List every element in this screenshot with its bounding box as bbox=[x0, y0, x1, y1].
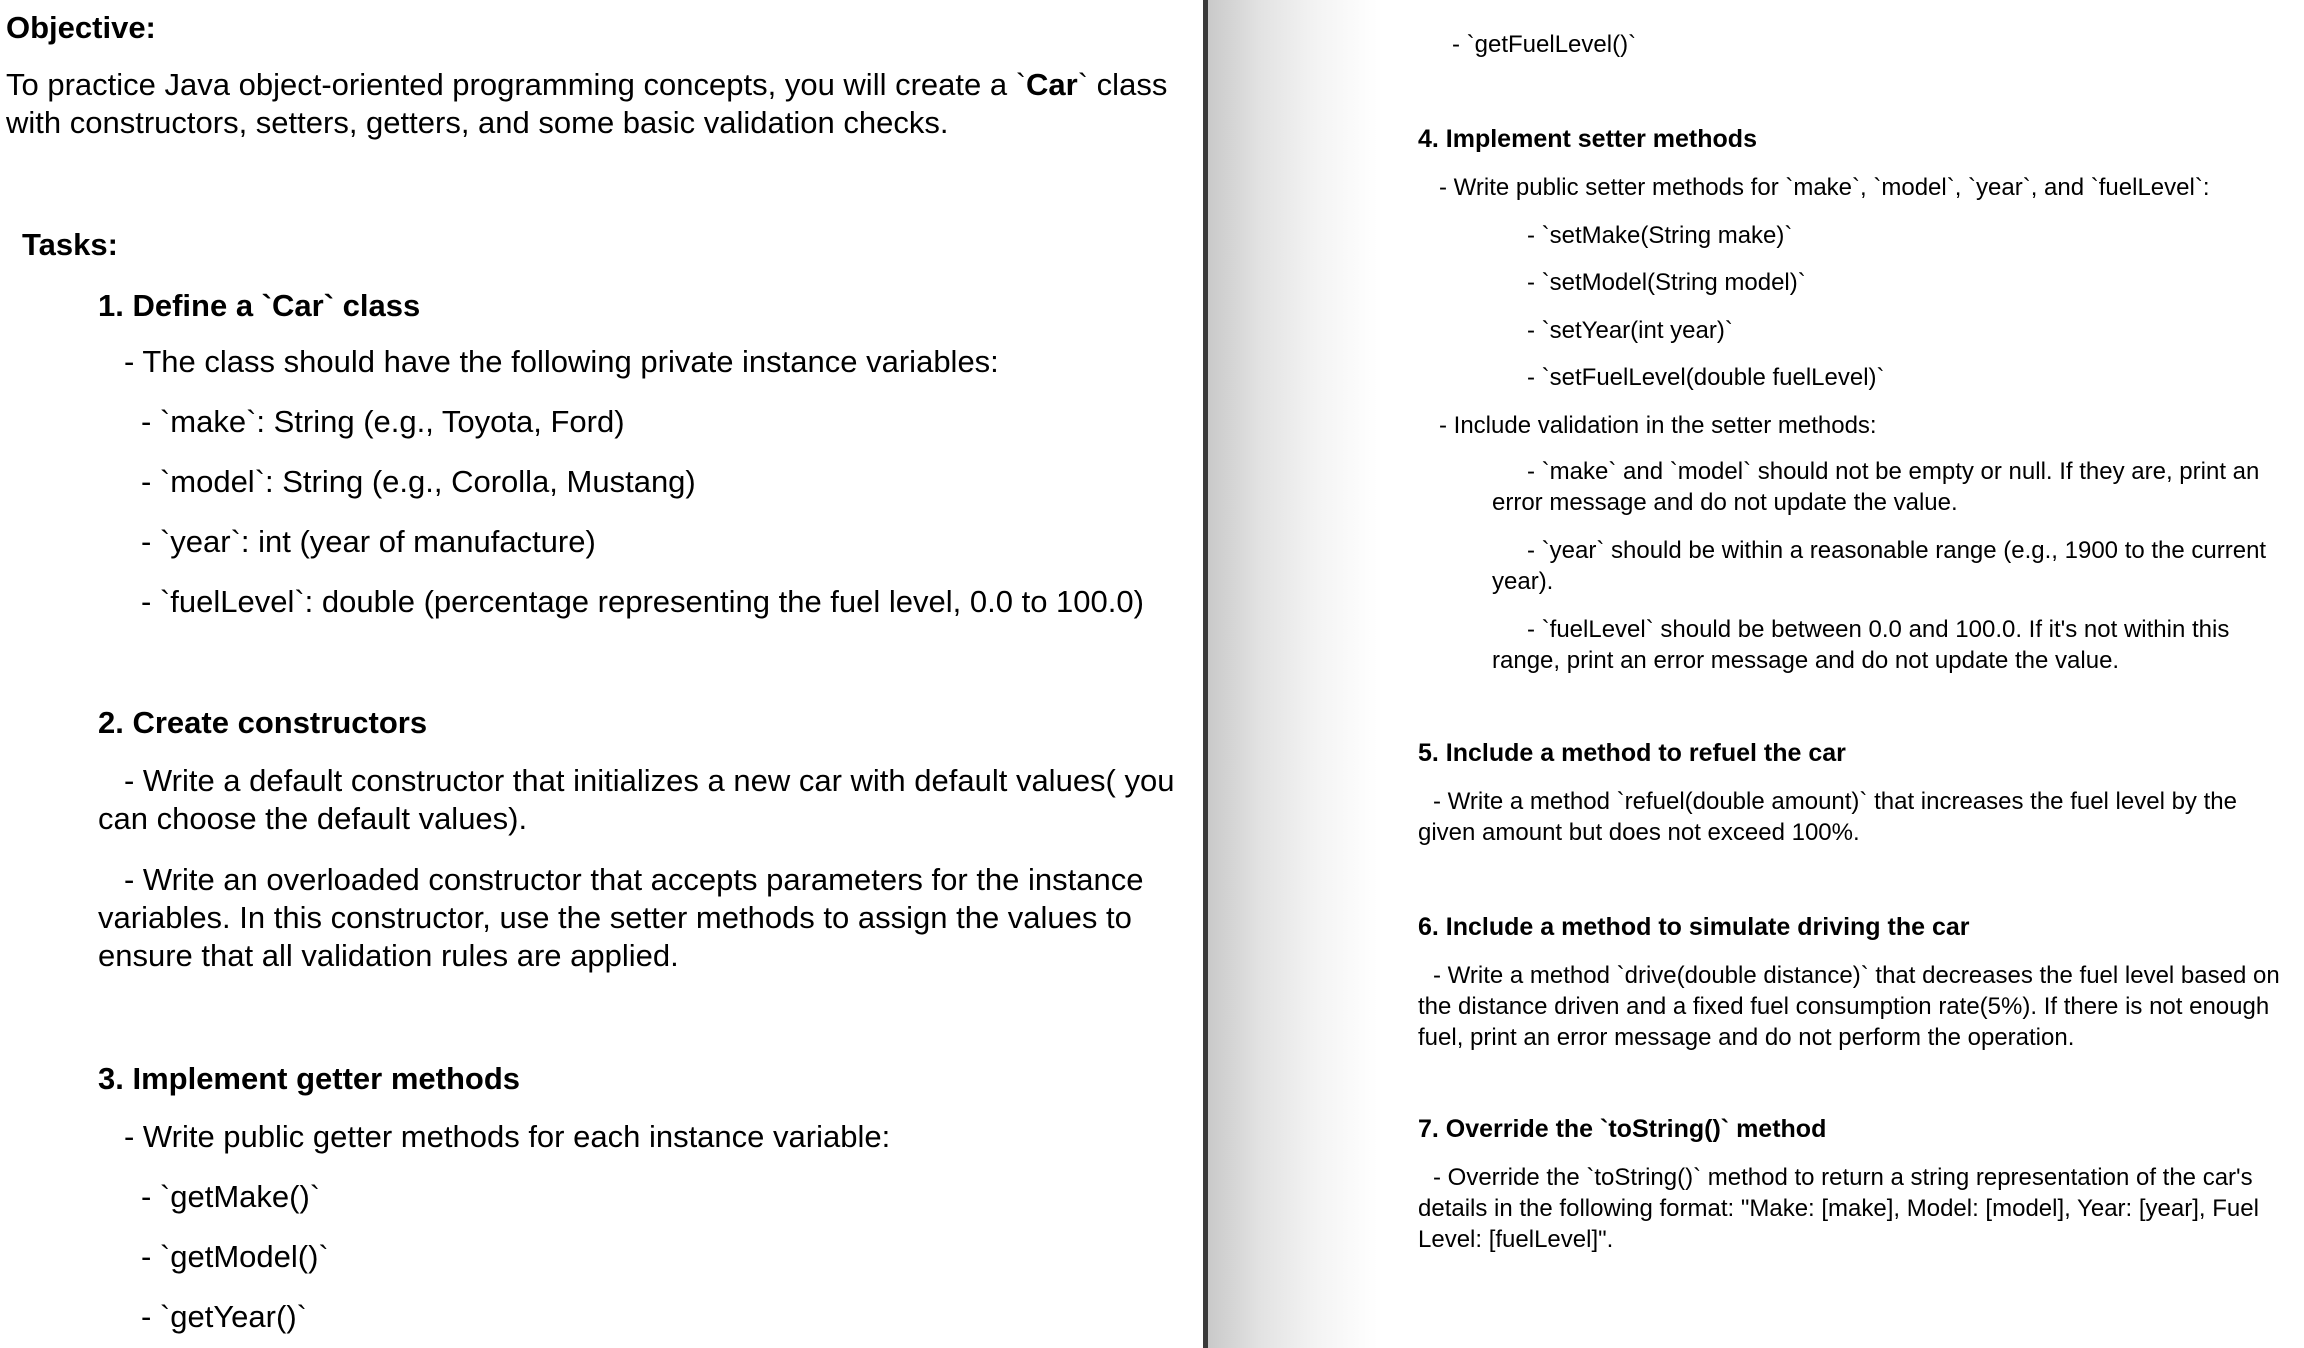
section2-heading: 2. Create constructors bbox=[98, 705, 428, 740]
section3-item: - `getModel()` bbox=[141, 1239, 329, 1274]
section1-item: - `model`: String (e.g., Corolla, Mustang) bbox=[141, 464, 696, 499]
objective-text-car: Car bbox=[1026, 67, 1078, 102]
section1-item: - `year`: int (year of manufacture) bbox=[141, 524, 596, 559]
objective-text-pre: To practice Java object-oriented programming concepts, you will create a ` bbox=[6, 67, 1027, 102]
section4-intro: - Write public setter methods for `make`, `model`, `year`, and `fuelLevel`: bbox=[1439, 174, 2210, 201]
section7-para: - Override the `toString()` method to return a string representation of the car's details in the following format: "Make: [make], Model: [model], Year: [year], Fuel Level: [fuelLevel]". bbox=[1418, 1164, 2259, 1253]
objective-heading: Objective: bbox=[6, 10, 156, 45]
section4-heading: 4. Implement setter methods bbox=[1418, 125, 1757, 153]
validation-item: - `make` and `model` should not be empty or null. If they are, print an error message and do not update the value. bbox=[1492, 458, 2260, 516]
section3-item: - `getYear()` bbox=[141, 1299, 307, 1334]
right-page bbox=[1208, 0, 2304, 1348]
section7-heading: 7. Override the `toString()` method bbox=[1418, 1115, 1827, 1143]
section2-para2: - Write an overloaded constructor that accepts parameters for the instance variables. In this constructor, use the setter methods to assign the values to ensure that all validation rules are applied. bbox=[98, 862, 1144, 973]
validation-item: - `fuelLevel` should be between 0.0 and 100.0. If it's not within this range, print an error message and do not update the value. bbox=[1492, 616, 2230, 674]
section6-para: - Write a method `drive(double distance)` that decreases the fuel level based on the distance driven and a fixed fuel consumption rate(5%). If there is not enough fuel, print an error message and do not perform the operation. bbox=[1418, 962, 2280, 1051]
section6-heading: 6. Include a method to simulate driving the car bbox=[1418, 913, 1970, 941]
section1-heading: 1. Define a `Car` class bbox=[98, 288, 421, 323]
section3-heading: 3. Implement getter methods bbox=[98, 1061, 521, 1096]
setter-item: - `setMake(String make)` bbox=[1527, 222, 1793, 249]
validation-intro: - Include validation in the setter methods: bbox=[1439, 412, 1877, 439]
objective-text-post: ` class with constructors, setters, getters, and some basic validation checks. bbox=[6, 67, 1168, 140]
section1-intro: - The class should have the following private instance variables: bbox=[124, 344, 999, 379]
tasks-heading: Tasks: bbox=[22, 227, 118, 262]
setter-item: - `setYear(int year)` bbox=[1527, 317, 1733, 344]
section5-para: - Write a method `refuel(double amount)` that increases the fuel level by the given amount but does not exceed 100%. bbox=[1418, 788, 2237, 846]
section3-item: - `getMake()` bbox=[141, 1179, 321, 1214]
section1-item: - `make`: String (e.g., Toyota, Ford) bbox=[141, 404, 625, 439]
objective-text bbox=[6, 66, 1196, 142]
section3-intro: - Write public getter methods for each instance variable: bbox=[124, 1119, 891, 1154]
getter-continued-item: - `getFuelLevel()` bbox=[1452, 31, 1637, 58]
section2-para1: - Write a default constructor that initializes a new car with default values( you can choose the default values). bbox=[98, 763, 1175, 836]
setter-item: - `setModel(String model)` bbox=[1527, 269, 1806, 296]
section1-item: - `fuelLevel`: double (percentage representing the fuel level, 0.0 to 100.0) bbox=[141, 584, 1144, 619]
setter-item: - `setFuelLevel(double fuelLevel)` bbox=[1527, 364, 1885, 391]
section5-heading: 5. Include a method to refuel the car bbox=[1418, 739, 1846, 767]
validation-item: - `year` should be within a reasonable range (e.g., 1900 to the current year). bbox=[1492, 537, 2267, 595]
